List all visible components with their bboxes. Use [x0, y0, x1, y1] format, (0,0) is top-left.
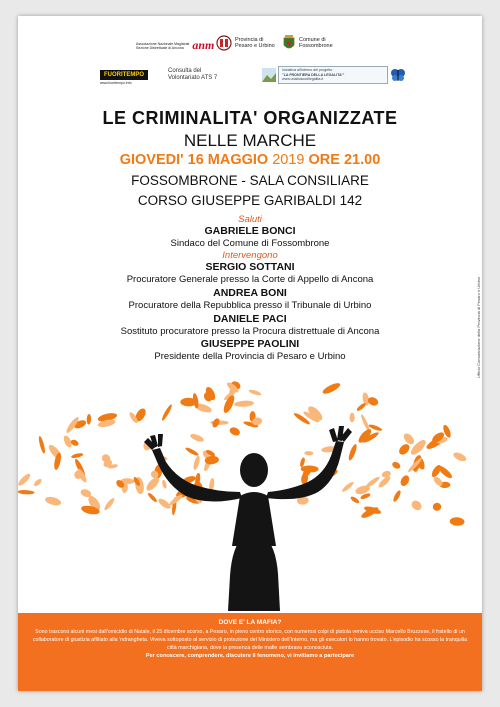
event-date-day: GIOVEDI' 16 MAGGIO [119, 152, 269, 168]
leaf-shape [304, 451, 313, 456]
leaf-shape [432, 502, 441, 511]
anm-subtitle-2: Sezione Distrettuale di Ancona [136, 45, 184, 50]
leaf-shape [321, 381, 341, 396]
silhouette-figure [144, 426, 352, 611]
saluti-label: Saluti [238, 214, 262, 225]
consulta-label-1: Consulta del [168, 68, 202, 74]
event-title: LE CRIMINALITA' ORGANIZZATE [102, 108, 398, 128]
leaf-shape [452, 451, 468, 463]
leaf-shape [103, 497, 116, 512]
leaf-shape [161, 479, 167, 489]
speaker-role: Presidente della Provincia di Pesaro e Urbino [154, 351, 346, 362]
consulta-label-2: Volontariato ATS 7 [168, 75, 218, 81]
speaker-role: Sindaco del Comune di Fossombrone [170, 238, 330, 249]
progetto-line-3: www.unaboscodilegalita.it [282, 77, 324, 81]
leaf-shape [161, 403, 174, 421]
speaker-name: DANIELE PACI [213, 313, 287, 325]
speaker-role: Procuratore Generale presso la Corte di Appello di Ancona [126, 274, 374, 285]
leaf-shape [399, 474, 411, 488]
leaves-illustration [18, 346, 482, 611]
logos-second-row [18, 66, 482, 96]
fuoritempo-url: www.fuoritempo.info [100, 81, 132, 85]
logos-top-row [18, 34, 482, 64]
leaf-shape [392, 489, 402, 502]
leaf-shape [192, 455, 201, 471]
anm-wordmark: anm [192, 38, 215, 52]
leaf-shape [87, 414, 92, 425]
footer-banner [18, 613, 482, 691]
speaker-name: GABRIELE BONCI [204, 225, 296, 237]
leaf-shape [248, 389, 262, 397]
event-time: ORE 21.00 [308, 152, 381, 168]
leaf-shape [18, 490, 35, 495]
fuoritempo-wordmark: FUORITEMPO [100, 70, 148, 80]
landscape-icon [262, 68, 276, 82]
comune-label-2: Fossombrone [299, 43, 333, 49]
speaker-role: Procuratore della Repubblica presso il Tribunale di Urbino [128, 300, 372, 311]
interventi-label: Intervengono [222, 250, 278, 261]
venue-hall: FOSSOMBRONE - SALA CONSILIARE [131, 173, 369, 188]
anm-subtitle-1: Associazione Nazionale Magistrati [136, 41, 190, 46]
footer-body: Sono trascorsi alcuni mesi dall'omicidio di Natale, il 25 dicembre scorso, a Pesaro, in pieno centro storico, con numerosi colpi di pistola veniva ucciso Marcello Bruzzese, il fratello di un collaboratore di giustizia affiliato alla 'ndrangheta. Viveva sottoposto al servizio di protezione del Ministero dell'Interno, ma gli esecutori lo hanno trovato. L'episodio ha scosso la tranquilla città marchigiana, dove la presenza delle mafie sembrava sconosciuta. [32, 629, 468, 651]
provincia-logo [216, 35, 275, 51]
leaf-shape [301, 465, 319, 472]
leaf-shape [18, 472, 32, 487]
progetto-legalita-logo [262, 66, 406, 84]
leaf-shape [33, 478, 43, 488]
leaf-shape [341, 481, 355, 493]
provincia-emblem-icon [216, 35, 232, 51]
leaf-shape [350, 495, 360, 504]
leaf-shape [71, 452, 84, 459]
leaf-shape [410, 499, 424, 513]
footer-call-to-action: Per conoscere, comprendere, discutere il fenomeno, vi invitiamo a partecipare [145, 653, 355, 659]
comune-label-1: Comune di [299, 37, 326, 43]
leaf-shape [38, 436, 47, 454]
leaf-shape [189, 432, 205, 443]
leaf-shape [147, 492, 158, 503]
event-date [18, 152, 482, 168]
leaf-shape [449, 517, 464, 526]
anm-logo [136, 38, 214, 53]
leaf-shape [402, 432, 416, 447]
fuoritempo-logo [100, 70, 148, 86]
speaker-role: Sostituto procuratore presso la Procura distrettuale di Ancona [120, 326, 380, 337]
leaf-shape [347, 443, 358, 461]
comune-coat-of-arms-icon [282, 34, 296, 52]
footer-title: DOVE E' LA MAFIA? [218, 619, 282, 626]
speaker-name: SERGIO SOTTANI [205, 261, 295, 273]
event-subtitle: NELLE MARCHE [183, 131, 317, 150]
event-date-year: 2019 [272, 152, 305, 168]
leaf-shape [349, 413, 354, 423]
poster [18, 16, 482, 691]
butterfly-icon [390, 68, 406, 82]
progetto-line-2: "LA FRONTIERA DELLA LEGALITA'" [282, 72, 345, 77]
leaf-shape [397, 442, 411, 456]
speaker-name: ANDREA BONI [213, 287, 287, 299]
leaf-shape [356, 402, 367, 412]
provincia-label-1: Provincia di [235, 37, 264, 43]
speaker-name: GIUSEPPE PAOLINI [200, 338, 300, 350]
leaf-shape [391, 461, 401, 470]
progetto-line-1: Iniziativa all'interno del progetto [282, 68, 333, 72]
leaf-shape [185, 446, 200, 457]
leaf-shape [47, 443, 64, 461]
venue-address: CORSO GIUSEPPE GARIBALDI 142 [137, 193, 363, 208]
side-note-text: Ufficio Comunicazione della Provincia di Pesaro e Urbino [476, 276, 481, 378]
leaf-shape [44, 495, 62, 507]
comune-logo [282, 34, 333, 52]
leaf-shape [234, 400, 254, 407]
provincia-label-2: Pesaro e Urbino [235, 43, 275, 49]
consulta-logo [168, 68, 217, 82]
